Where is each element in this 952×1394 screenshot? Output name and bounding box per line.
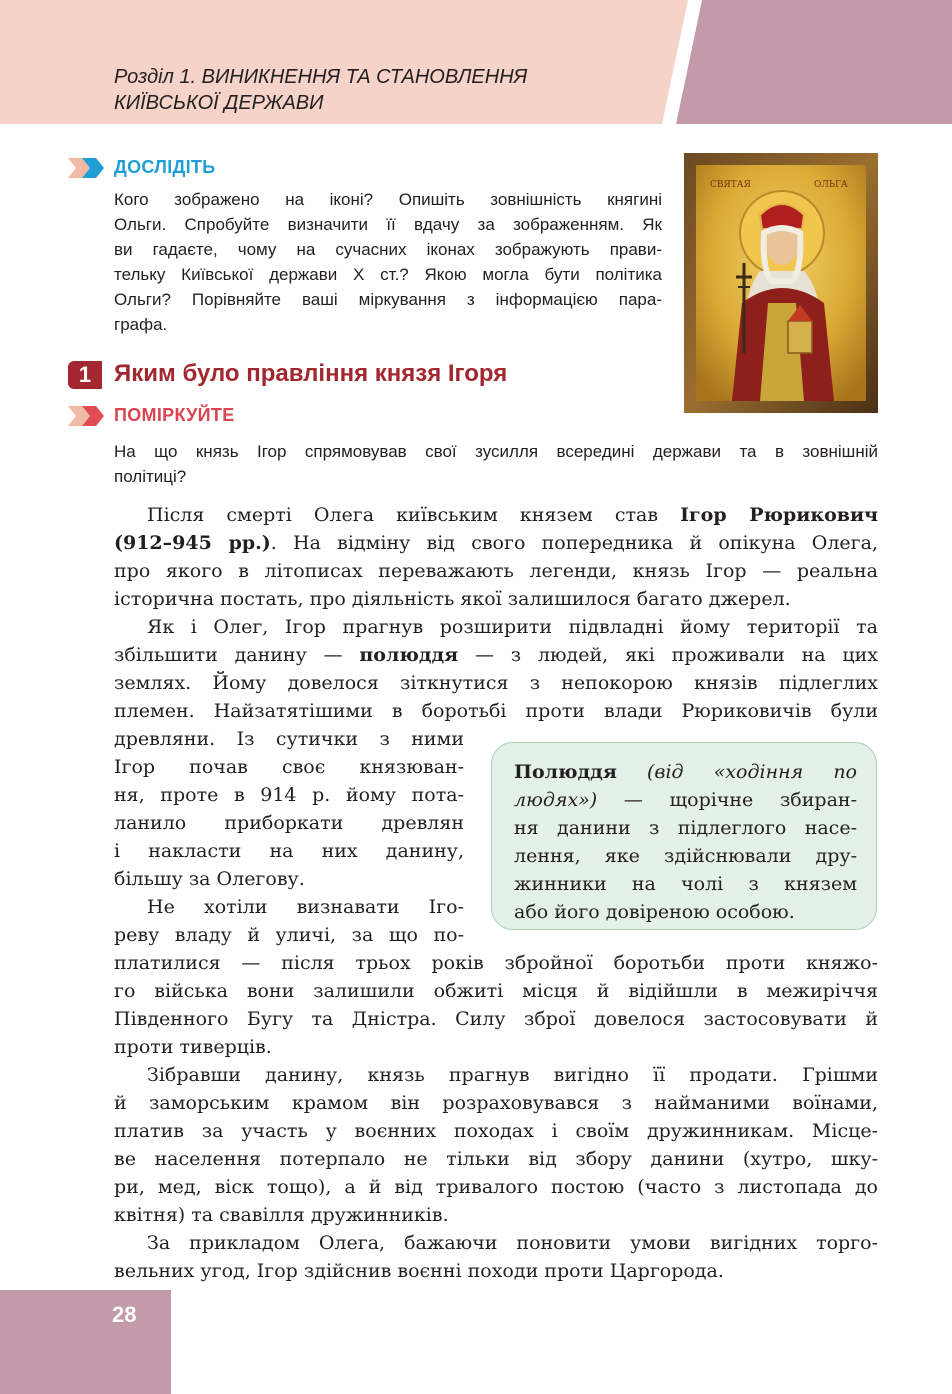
text-span: — з людей, які проживали на цих — [458, 644, 878, 666]
explore-line: Ольги? Порівняйте ваші міркування з інформацією пара- — [114, 290, 662, 309]
text-span: — щорічне збиран- — [597, 789, 857, 811]
paragraph-4 — [114, 1061, 878, 1229]
explore-label: ДОСЛІДІТЬ — [114, 157, 216, 177]
text-span: збільшити данину — — [114, 644, 360, 666]
explore-line: Кого зображено на іконі? Опишіть зовнішність княгині — [114, 190, 662, 209]
think-marker — [68, 403, 368, 429]
explore-line: Ольги. Спробуйте визначити її вдачу за зображенням. Як — [114, 215, 662, 234]
icon-inscription-right: ОЛЬГА — [814, 180, 848, 190]
paragraph-line: Не хотіли визнавати Іго- — [147, 896, 464, 918]
paragraph-line: го війська вони залишили обжиті місця й відійшли в межиріччя — [114, 980, 878, 1002]
paragraph-line: історична постать, про діяльність якої залишилося багато джерел. — [114, 588, 791, 610]
paragraph-line: древляни. Із сутички з ними — [114, 728, 464, 750]
page-number: 28 — [112, 1302, 137, 1327]
paragraph-line: ланило приборкати древлян — [114, 812, 464, 834]
paragraph-line: землях. Йому довелося зіткнутися з непокорою князів підлеглих — [114, 672, 878, 694]
paragraph-3 — [114, 949, 878, 1061]
paragraph-line: і накласти на них данину, — [114, 840, 464, 862]
paragraph-2-narrow — [114, 725, 464, 893]
olga-icon-image — [684, 153, 878, 413]
paragraph-3-narrow — [114, 893, 464, 949]
paragraph-line: про якого в літописах переважають легенди, князь Ігор — реальна — [114, 560, 878, 582]
paragraph-line: Як і Олег, Ігор прагнув розширити підвладні йому території та — [147, 616, 878, 638]
definition-origin: (від «ходіння по — [646, 761, 857, 783]
explore-marker — [68, 155, 368, 181]
paragraph-line: платилися — після трьох років збройної боротьби проти княжо- — [114, 952, 878, 974]
paragraph-1 — [114, 501, 878, 613]
definition-line: жинники на чолі з князем — [514, 873, 857, 895]
chapter-title-line2: КИЇВСЬКОЇ ДЕРЖАВИ — [114, 92, 324, 114]
section-number-badge: 1 — [68, 361, 102, 389]
think-label: ПОМІРКУЙТЕ — [114, 405, 235, 425]
bold-term: полюддя — [359, 644, 459, 666]
icon-inscription-left: СВЯТАЯ — [710, 180, 751, 190]
think-line: політиці? — [114, 467, 187, 486]
paragraph-line: ня, проте в 914 р. йому пота- — [114, 784, 464, 806]
definition-line — [514, 786, 857, 814]
think-text — [114, 439, 878, 489]
text-span: . На відміну від свого попередника й опікуна Олега, — [270, 532, 878, 554]
paragraph-line: проти тиверців. — [114, 1036, 272, 1058]
explore-line: тельку Київської держави Х ст.? Якою могла бути політика — [114, 265, 662, 284]
paragraph-line — [114, 641, 878, 669]
paragraph-line: Ігор почав своє князюван- — [114, 756, 464, 778]
paragraph-5 — [114, 1229, 878, 1285]
chapter-title-line1: Розділ 1. ВИНИКНЕННЯ ТА СТАНОВЛЕННЯ — [114, 66, 528, 88]
bold-term: (912–945 рр.) — [114, 532, 271, 554]
paragraph-line — [114, 501, 878, 529]
definition-line: або його довіреною особою. — [514, 901, 795, 923]
section-heading: Яким було правління князя Ігоря — [114, 360, 508, 387]
paragraph-line: реву владу й уличі, за що по- — [114, 924, 464, 946]
page-number-tab — [0, 1290, 171, 1394]
definition-line: лення, яке здійснювали дру- — [514, 845, 857, 867]
paragraph-line: квітня) та свавілля дружинників. — [114, 1204, 449, 1226]
paragraph-line: платив за участь у воєнних походах і своїм дружинникам. Місце- — [114, 1120, 878, 1142]
definition-term: Полюддя — [514, 761, 617, 783]
icon-painting — [684, 153, 878, 413]
definition-line — [514, 758, 857, 786]
chapter-title — [114, 64, 654, 116]
paragraph-line: За прикладом Олега, бажаючи поновити умови вигідних торго- — [147, 1232, 878, 1254]
paragraph-2 — [114, 613, 878, 725]
paragraph-line: вельних угод, Ігор здійснив воєнні походи проти Царгорода. — [114, 1260, 724, 1282]
paragraph-line: племен. Найзатятішими в боротьбі проти влади Рюриковичів були — [114, 700, 878, 722]
definition-origin: людях») — [514, 789, 598, 811]
paragraph-line: й заморським крамом він розраховувався з найманими воїнами, — [114, 1092, 878, 1114]
bold-term: Ігор Рюрикович — [680, 504, 878, 526]
definition-line: ня данини з підлеглого насе- — [514, 817, 857, 839]
think-line: На що князь Ігор спрямовував свої зусилля всередині держави та в зовнішній — [114, 442, 878, 461]
text-span: Після смерті Олега київським князем став — [147, 504, 681, 526]
paragraph-line: ри, мед, віск тощо), а й від тривалого постою (часто з листопада до — [114, 1176, 878, 1198]
paragraph-line: Південного Бугу та Дністра. Силу зброї довелося застосовувати й — [114, 1008, 878, 1030]
double-chevron-icon — [68, 158, 104, 178]
paragraph-line: Зібравши данину, князь прагнув вигідно її продати. Грішми — [147, 1064, 878, 1086]
explore-text — [114, 187, 662, 337]
explore-line: ви гадаєте, чому на сучасних іконах зображують прави- — [114, 240, 662, 259]
paragraph-line: більшу за Олегову. — [114, 868, 305, 890]
explore-line: графа. — [114, 315, 168, 334]
paragraph-line — [114, 529, 878, 557]
double-chevron-icon — [68, 406, 104, 426]
definition-text — [514, 758, 857, 926]
paragraph-line: ве населення потерпало не тільки від збору данини (хутро, шку- — [114, 1148, 878, 1170]
definition-box — [491, 742, 877, 930]
